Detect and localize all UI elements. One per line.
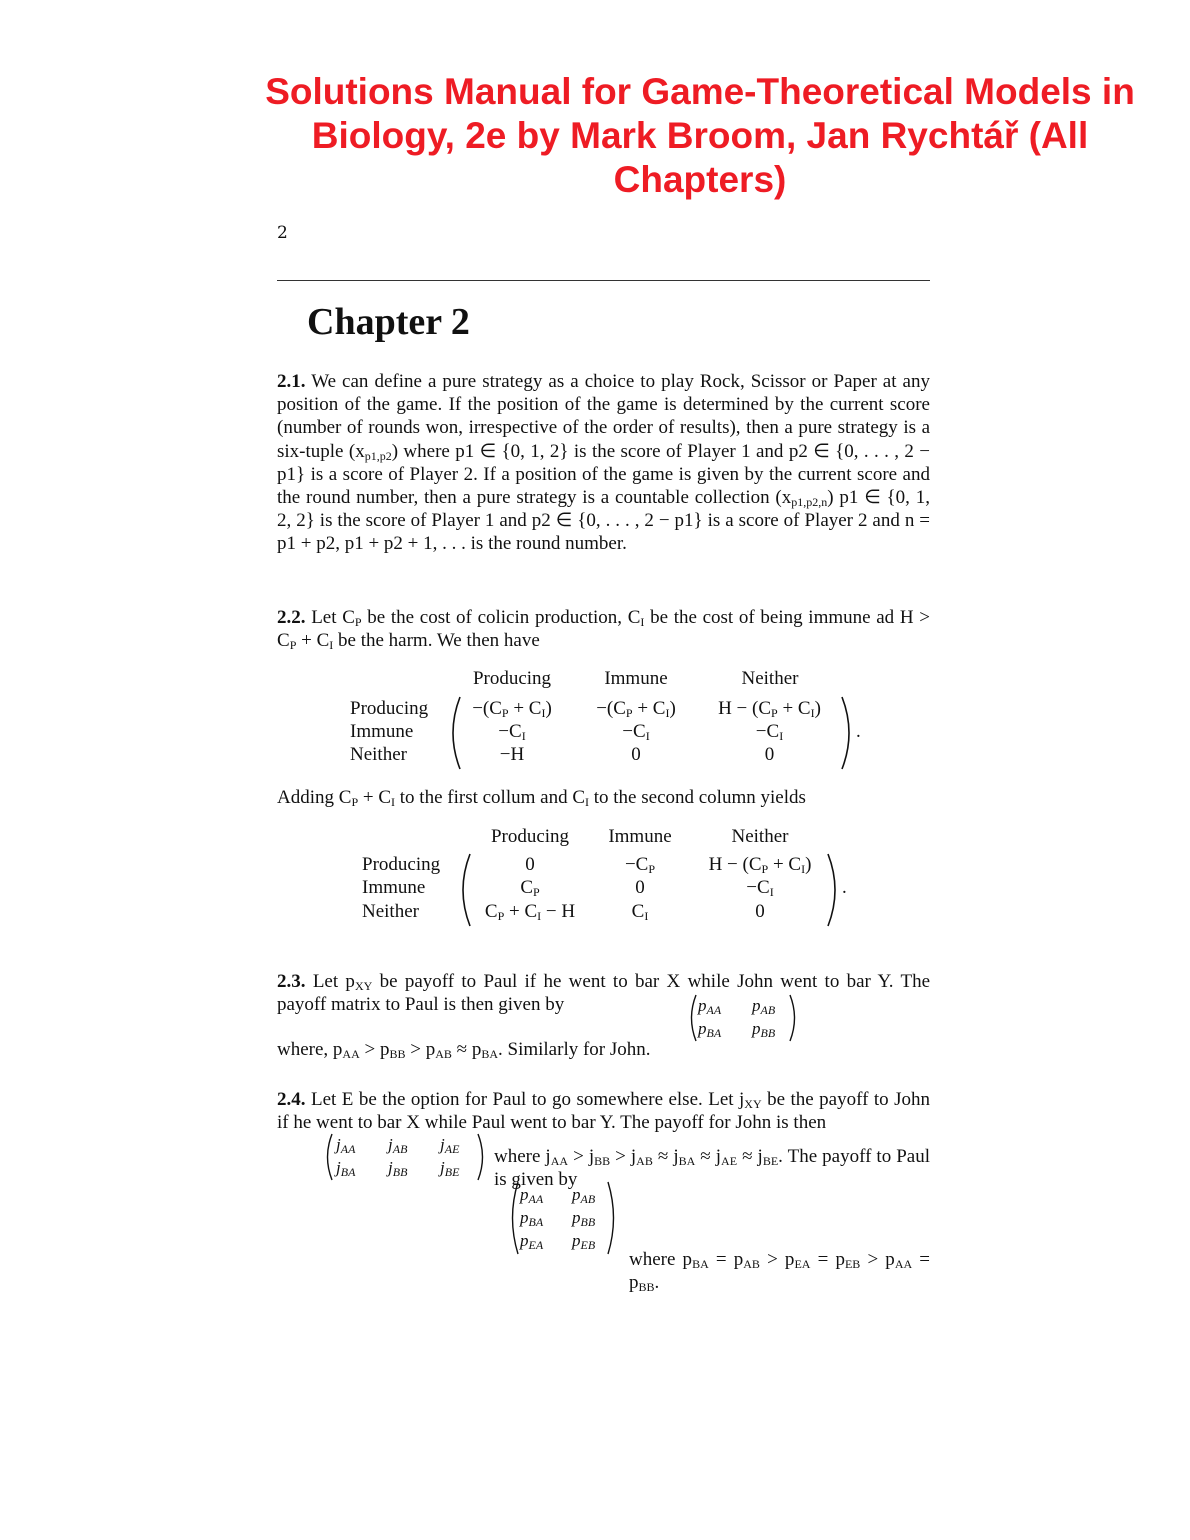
matrix-cell: $p_{AB}$: [572, 1185, 596, 1206]
problem-text: Let E be the option for Paul to go somewhere else. Let $j_{XY}$ be the payoff to John if he went to bar X while Paul went to bar Y. The payoff for John is then: [277, 1089, 931, 1134]
matrix-cell: $-C_I$: [746, 877, 774, 899]
matrix-cell: $p_{EA}$: [520, 1231, 544, 1252]
problem-2-3-line1: [277, 970, 930, 1016]
row-header: Neither: [362, 901, 419, 922]
matrix-cell: $p_{EB}$: [572, 1231, 596, 1252]
right-paren: [476, 1133, 488, 1181]
column-header: Immune: [608, 826, 672, 847]
right-paren: [838, 696, 858, 770]
matrix-cell: $-C_I$: [755, 721, 784, 743]
matrix-cell: $-C_P$: [624, 854, 656, 876]
problem-2-4-line1: [277, 1088, 930, 1134]
matrix-cell: $H - (C_P + C_I)$: [708, 854, 812, 876]
problem-text: where $j_{AA} > j_{BB} > j_{AB} \approx j_{BA} \approx j_{AE} \approx j_{BE}$. The payoff to Paul is given by: [494, 1146, 930, 1191]
matrix-cell: $j_{AA}$: [336, 1135, 356, 1156]
problem-2-2: [277, 606, 930, 652]
matrix-cell: $p_{BB}$: [572, 1208, 596, 1229]
column-header: Neither: [741, 668, 799, 689]
left-paren: [322, 1133, 334, 1181]
left-paren: [686, 994, 698, 1042]
column-header: Immune: [604, 668, 668, 689]
matrix-cell: $p_{AA}$: [520, 1185, 544, 1206]
row-header: Immune: [362, 877, 426, 898]
matrix-cell: 0: [755, 901, 765, 922]
row-header: Immune: [350, 721, 414, 742]
problem-2-3-line2: [277, 1038, 930, 1061]
problem-2-4-line3: [629, 1248, 930, 1294]
right-paren: [606, 1181, 620, 1255]
paul-matrix-2-4: [506, 1181, 622, 1255]
problem-text: Let $C_P$ be the cost of colicin production, $C_I$ be the cost of being immune ad $H > C_P + C_I$ be the harm. We then have: [277, 607, 930, 653]
row-header: Producing: [362, 854, 441, 875]
matrix-cell: $p_{BA}$: [698, 1019, 722, 1040]
matrix-cell: $-C_I$: [622, 721, 650, 743]
matrix-cell: $p_{BA}$: [520, 1208, 544, 1229]
matrix-cell: $C_I$: [631, 901, 649, 923]
matrix-cell: 0: [635, 877, 645, 898]
matrix-cell: 0: [631, 744, 641, 765]
payoff-matrix-2: [362, 826, 862, 931]
matrix-cell: $-C_I$: [498, 721, 526, 743]
matrix-cell: $p_{AA}$: [698, 996, 722, 1017]
row-header: Producing: [350, 698, 429, 719]
row-header: Neither: [350, 744, 407, 765]
problem-text: Adding $C_P + C_I$ to the first collum and $C_I$ to the second column yields: [277, 787, 806, 809]
problem-text: where $p_{BA} = p_{AB} > p_{EA} = p_{EB} > p_{AA} = p_{BB}$.: [629, 1249, 931, 1295]
matrix-cell: $C_P + C_I - H$: [484, 901, 576, 923]
column-header: Producing: [472, 668, 552, 689]
problem-text: We can define a pure strategy as a choice to play Rock, Scissor or Paper at any position of the game. If the position of the game is determined by the current score (number of rounds won, irrespective of the order of results), then a pure strategy is a six-tuple $(x_{p1,p2})$ where p1 ∈ {0, 1, 2} is the score of Player 1 and p2 ∈ {0, . . . , 2 − p1} is a score of Player 2. If a position of the game is given by the current score and the round number, then a pure strategy is a countable collection $(x_{p1,p2,n})$ p1 ∈ {0, 1, 2, 2} is the score of Player 1 and p2 ∈ {0, . . . , 2 − p1} is a score of Player 2 and n = p1 + p2, p1 + p2 + 1, . . . is the round number.: [277, 371, 930, 555]
matrix-cell: $j_{AB}$: [388, 1135, 408, 1156]
matrix-cell: $-(C_P + C_I)$: [472, 698, 552, 720]
page-number: 2: [277, 223, 288, 243]
matrix-cell: $j_{BB}$: [388, 1158, 408, 1179]
matrix-cell: $H - (C_P + C_I)$: [718, 698, 821, 720]
matrix-cell: $j_{BE}$: [440, 1158, 460, 1179]
problem-2-2-between: [277, 786, 930, 809]
problem-label: 2.2.: [277, 607, 306, 628]
problem-text: Let $p_{XY}$ be payoff to Paul if he went to bar X while John went to bar Y. The payoff matrix to Paul is then given by: [277, 971, 930, 1016]
problem-2-1: [277, 370, 930, 556]
matrix-cell: $j_{BA}$: [336, 1158, 356, 1179]
john-matrix-2-4: [322, 1133, 488, 1181]
column-header: Neither: [731, 826, 789, 847]
header-rule: [277, 280, 930, 281]
paul-matrix-2-3: [686, 994, 802, 1042]
left-paren: [506, 1181, 520, 1255]
period: .: [856, 721, 861, 742]
matrix-cell: 0: [764, 744, 775, 765]
document-banner-title: Solutions Manual for Game-Theoretical Models in Biology, 2e by Mark Broom, Jan Rychtář (All Chapters): [265, 71, 1135, 200]
payoff-matrix-1: [350, 668, 870, 773]
chapter-title: Chapter 2: [307, 301, 470, 343]
matrix-cell: $j_{AE}$: [440, 1135, 460, 1156]
matrix-cell: 0: [525, 854, 535, 875]
problem-label: 2.1.: [277, 371, 306, 392]
column-header: Producing: [490, 826, 570, 847]
problem-label: 2.4.: [277, 1089, 306, 1110]
matrix-cell: $p_{BB}$: [752, 1019, 776, 1040]
problem-text: where, $p_{AA} > p_{BB} > p_{AB} \approx p_{BA}$. Similarly for John.: [277, 1039, 651, 1061]
problem-label: 2.3.: [277, 971, 306, 992]
period: .: [842, 877, 847, 898]
matrix-cell: −H: [499, 744, 525, 765]
matrix-cell: $p_{AB}$: [752, 996, 776, 1017]
right-paren: [788, 994, 800, 1042]
matrix-cell: $C_P$: [520, 877, 540, 899]
matrix-cell: $-(C_P + C_I)$: [596, 698, 676, 720]
